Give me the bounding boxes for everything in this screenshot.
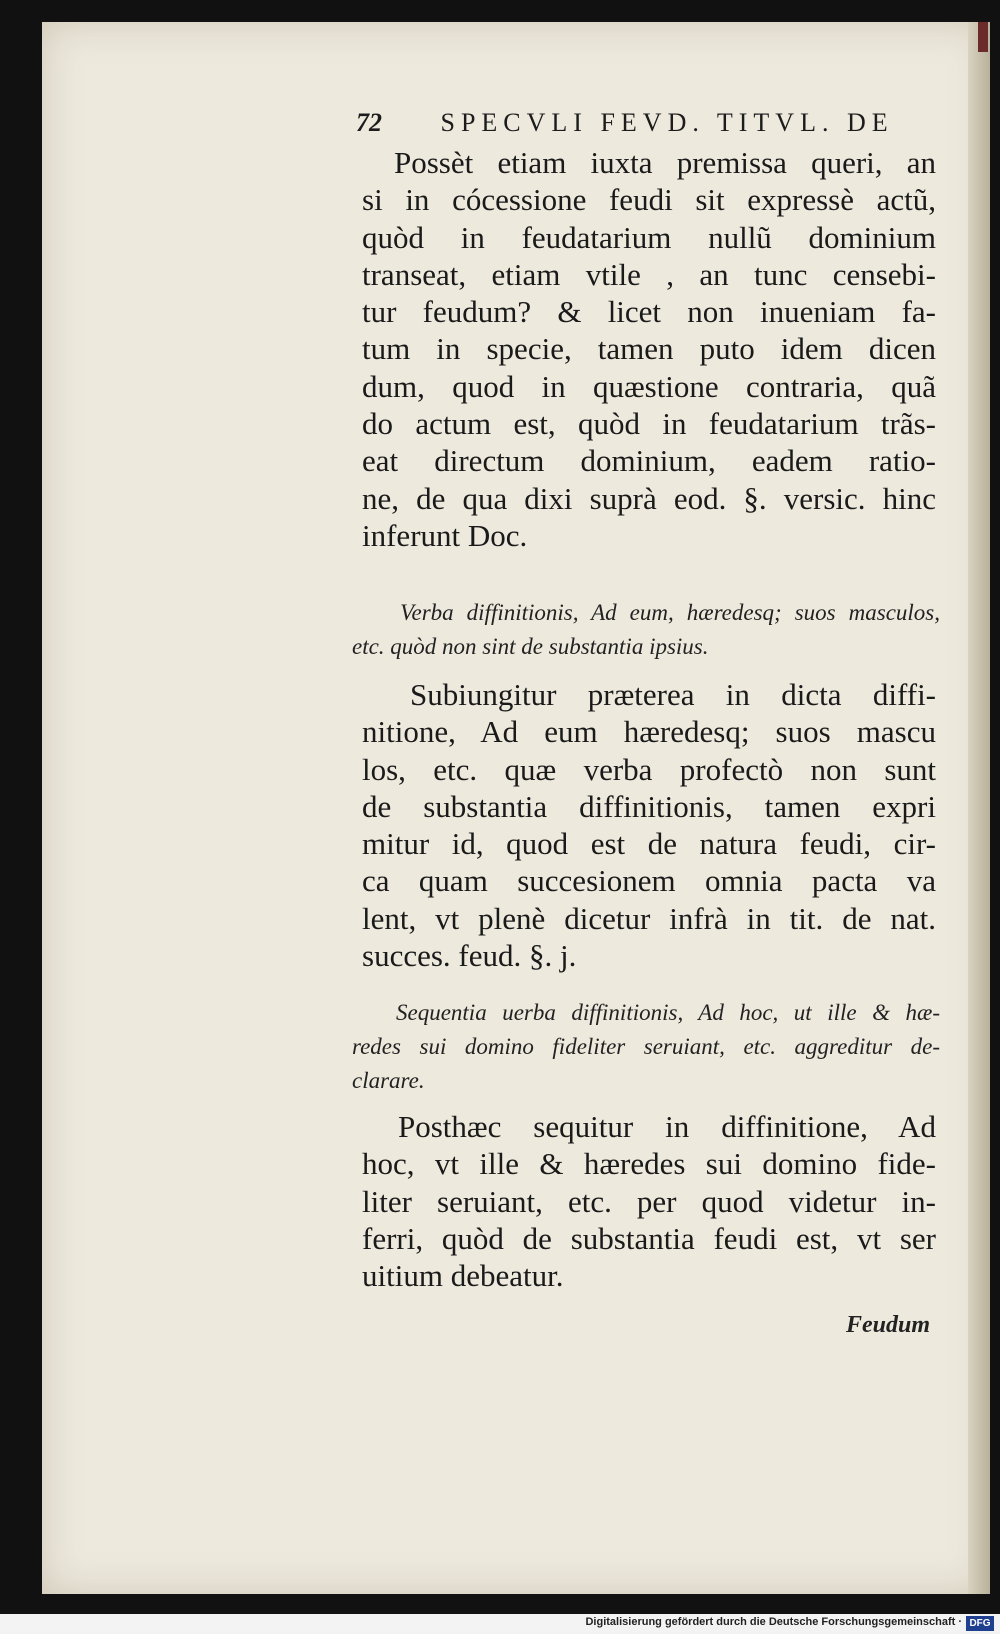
text-line: lent, vt plenè dicetur infrà in tit. de nat.: [362, 900, 936, 936]
text-line: tum in specie, tamen puto idem dicen: [362, 331, 936, 367]
text-line: ne, de qua dixi suprà eod. §. versic. hinc: [362, 480, 936, 516]
paragraph-3: [362, 1108, 936, 1294]
folio-number: 72: [356, 108, 382, 137]
paragraph-1: [362, 144, 936, 554]
text-line: Posthæc sequitur in diffinitione, Ad: [398, 1109, 936, 1144]
text-line: tur feudum? & licet non inueniam fa-: [362, 294, 936, 330]
text-line: inferunt Doc.: [362, 517, 528, 553]
text-line: eat directum dominium, eadem ratio-: [362, 443, 936, 479]
summary-line: Verba diffinitionis, Ad eum, hæredesq; suos masculos,: [400, 600, 940, 625]
text-line: do actum est, quòd in feudatarium trãs-: [362, 406, 936, 442]
paragraph-2: [362, 676, 936, 974]
catchword: Feudum: [845, 1312, 930, 1338]
text-line: mitur id, quod est de natura feudi, cir-: [362, 826, 936, 862]
text-line: succes. feud. §. j.: [362, 938, 577, 974]
summary-note-1: [352, 596, 940, 664]
summary-note-2: [352, 996, 940, 1098]
digitization-footer: [0, 1614, 1000, 1634]
summary-line: etc. quòd non sint de substantia ipsius.: [352, 634, 709, 659]
text-line: liter seruiant, etc. per quod videtur in-: [362, 1183, 936, 1219]
text-line: quòd in feudatarium nullũ dominium: [362, 219, 936, 255]
funding-credit: Digitalisierung gefördert durch die Deutsche Forschungsgemeinschaft ·: [585, 1616, 962, 1628]
dfg-logo: DFG: [966, 1616, 994, 1631]
running-header: [356, 108, 916, 138]
text-line: si in cócessione feudi sit expressè actũ,: [362, 182, 936, 218]
summary-line: Sequentia uerba diffinitionis, Ad hoc, ut ille & hæ-: [396, 1000, 940, 1025]
page-edge: [968, 22, 990, 1594]
text-line: hoc, vt ille & hæredes sui domino fide-: [362, 1146, 936, 1182]
text-line: ferri, quòd de substantia feudi est, vt ser: [362, 1220, 936, 1256]
summary-line: redes sui domino fideliter seruiant, etc. aggreditur de-: [352, 1034, 940, 1059]
text-line: uitium debeatur.: [362, 1258, 564, 1294]
running-title: SPECVLI FEVD. TITVL. DE: [440, 108, 894, 137]
text-line: transeat, etiam vtile , an tunc censebi-: [362, 256, 936, 292]
text-line: Possèt etiam iuxta premissa queri, an: [394, 145, 936, 180]
text-line: de substantia diffinitionis, tamen expri: [362, 788, 936, 824]
text-line: dum, quod in quæstione contraria, quã: [362, 368, 936, 404]
text-line: Subiungitur præterea in dicta diffi-: [410, 677, 936, 712]
text-line: los, etc. quæ verba profectò non sunt: [362, 751, 936, 787]
binding-spine: [978, 22, 988, 52]
text-line: ca quam succesionem omnia pacta va: [362, 863, 936, 899]
summary-line: clarare.: [352, 1068, 425, 1093]
text-line: nitione, Ad eum hæredesq; suos mascu: [362, 714, 936, 750]
